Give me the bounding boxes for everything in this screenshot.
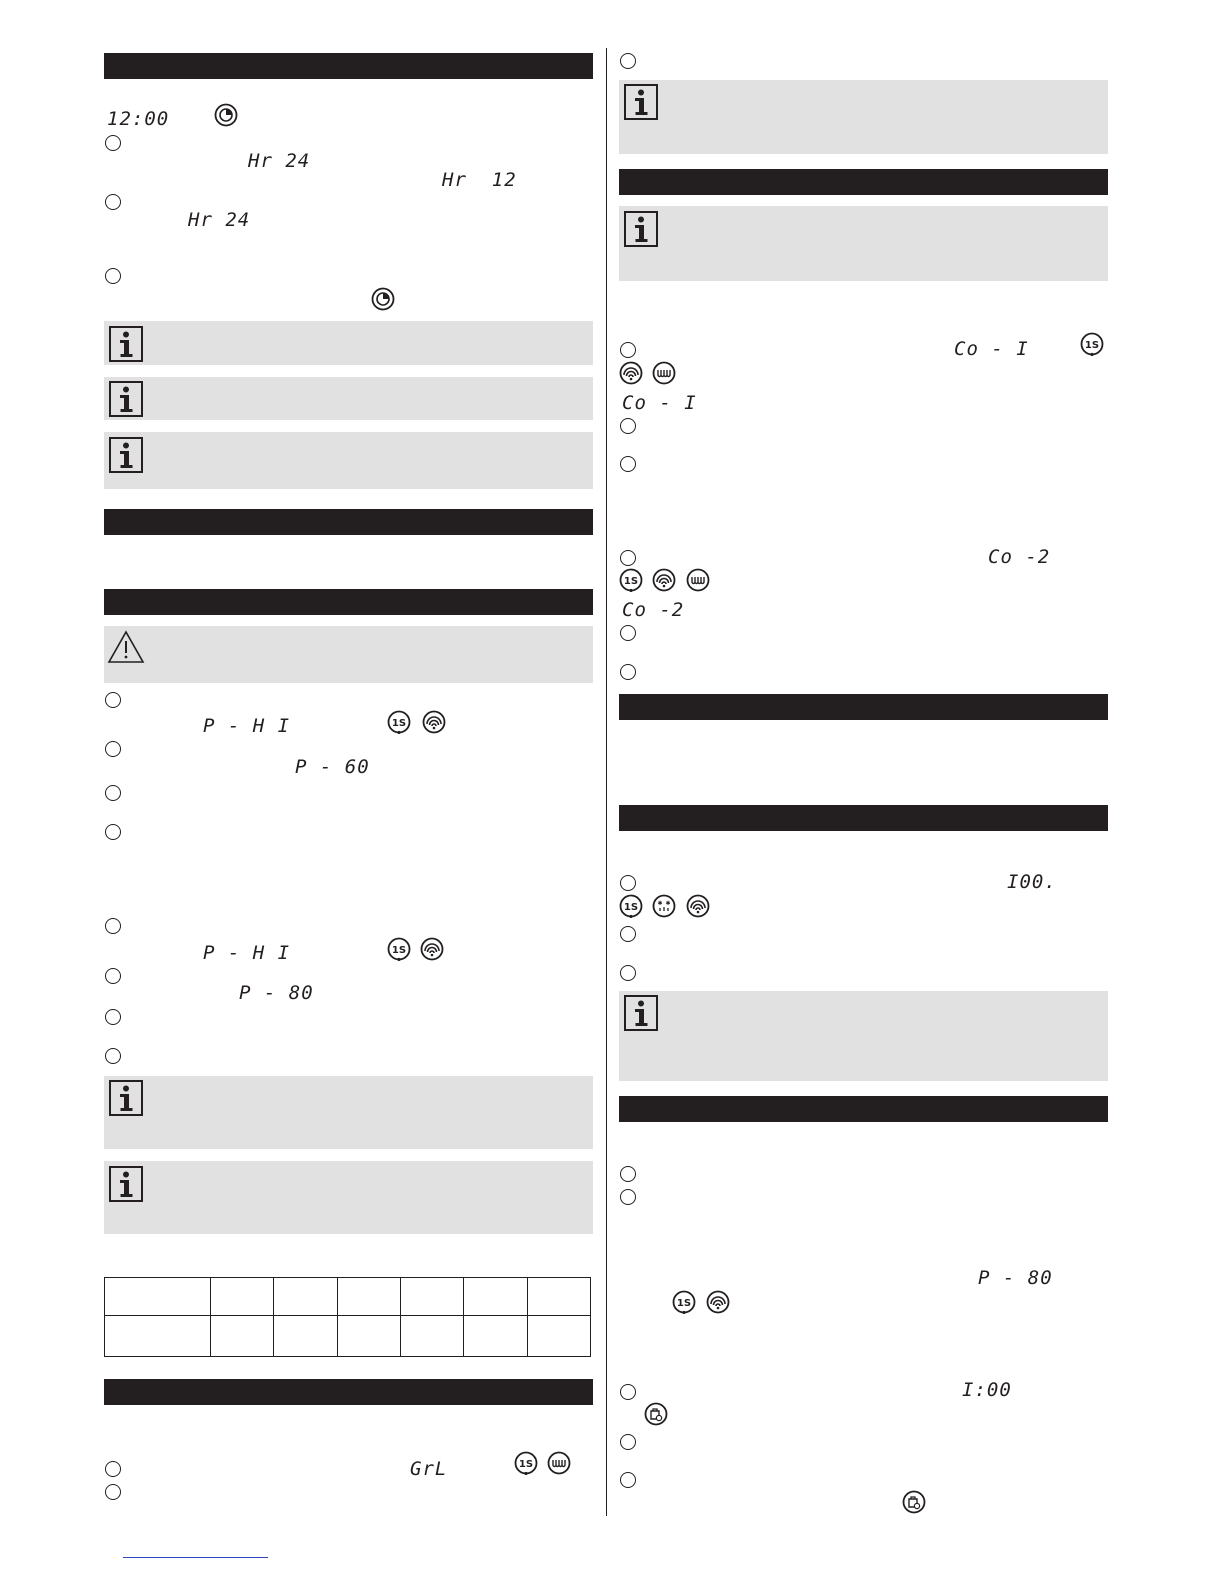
table-cell: [337, 1316, 400, 1357]
lcd-combi-2: Co -2: [988, 546, 1051, 568]
info-icon: [109, 326, 143, 362]
section-header-bar: [619, 1096, 1108, 1122]
table-cell: [400, 1278, 463, 1316]
lcd-time-display: 12:00: [107, 108, 170, 130]
power-level-table: [104, 1277, 591, 1357]
table-cell: [105, 1278, 211, 1316]
start-1s-icon[interactable]: [619, 894, 643, 918]
step-marker: [620, 1189, 636, 1205]
info-note: [619, 206, 1108, 281]
lcd-power-high: P - H I: [203, 942, 291, 964]
step-marker: [620, 418, 636, 434]
lcd-power-60: P - 60: [295, 756, 370, 778]
table-cell: [464, 1278, 527, 1316]
section-header-bar: [619, 805, 1108, 831]
section-header-bar: [619, 169, 1108, 195]
step-marker: [105, 785, 121, 801]
step-marker: [105, 268, 121, 284]
section-header-bar: [104, 509, 593, 535]
step-marker: [620, 1472, 636, 1488]
step-marker: [620, 1166, 636, 1182]
info-icon: [109, 381, 143, 417]
step-marker: [620, 965, 636, 981]
info-icon: [624, 84, 658, 120]
info-icon: [624, 211, 658, 247]
timer-cup-icon[interactable]: [644, 1402, 668, 1426]
table-cell: [400, 1316, 463, 1357]
start-1s-icon[interactable]: [514, 1451, 538, 1475]
step-marker: [105, 692, 121, 708]
start-1s-icon[interactable]: [387, 710, 411, 734]
microwave-icon[interactable]: [652, 568, 676, 592]
microwave-icon[interactable]: [420, 937, 444, 961]
lcd-combi-1: Co - I: [622, 392, 697, 414]
lcd-hour-format-24: Hr 24: [248, 150, 311, 172]
step-marker: [620, 625, 636, 641]
info-icon: [109, 437, 143, 473]
lcd-hour-format-12: Hr 12: [442, 169, 517, 191]
step-marker: [620, 456, 636, 472]
info-icon: [109, 1080, 143, 1116]
step-marker: [105, 918, 121, 934]
microwave-icon[interactable]: [422, 710, 446, 734]
grill-icon[interactable]: [686, 568, 710, 592]
info-icon: [624, 995, 658, 1031]
step-marker: [620, 926, 636, 942]
table-cell: [274, 1278, 337, 1316]
clock-icon: [371, 287, 395, 311]
clock-icon: [214, 103, 238, 127]
info-note: [104, 1161, 593, 1234]
microwave-icon[interactable]: [706, 1290, 730, 1314]
section-header-bar: [104, 589, 593, 615]
column-divider: [606, 48, 607, 1516]
step-marker: [620, 1384, 636, 1400]
info-note: [104, 1076, 593, 1149]
step-marker: [105, 1009, 121, 1025]
microwave-icon[interactable]: [686, 894, 710, 918]
step-marker: [105, 194, 121, 210]
start-1s-icon[interactable]: [387, 937, 411, 961]
lcd-power-high: P - H I: [203, 715, 291, 737]
step-marker: [105, 135, 121, 151]
step-marker: [105, 968, 121, 984]
info-note: [619, 80, 1108, 154]
section-header-bar: [619, 694, 1108, 720]
table-cell: [274, 1316, 337, 1357]
table-cell: [527, 1316, 590, 1357]
start-1s-icon[interactable]: [1080, 332, 1104, 356]
defrost-icon[interactable]: [652, 894, 676, 918]
step-marker: [105, 824, 121, 840]
section-header-bar: [104, 53, 593, 79]
step-marker: [105, 1461, 121, 1477]
lcd-combi-1: Co - I: [954, 338, 1029, 360]
footer-link-underline: [123, 1557, 268, 1558]
table-cell: [105, 1316, 211, 1357]
lcd-delay-time: I:00: [962, 1379, 1012, 1401]
table-cell: [527, 1278, 590, 1316]
step-marker: [620, 53, 636, 69]
grill-icon[interactable]: [547, 1451, 571, 1475]
warning-note: [104, 626, 593, 683]
warning-icon: [107, 630, 145, 664]
step-marker: [620, 875, 636, 891]
table-cell: [337, 1278, 400, 1316]
microwave-icon[interactable]: [619, 361, 643, 385]
step-marker: [105, 1048, 121, 1064]
info-note: [104, 432, 593, 489]
info-note: [619, 991, 1108, 1081]
step-marker: [620, 664, 636, 680]
lcd-grill: GrL: [410, 1458, 448, 1480]
step-marker: [620, 342, 636, 358]
lcd-combi-2: Co -2: [622, 599, 685, 621]
section-header-bar: [104, 1379, 593, 1405]
start-1s-icon[interactable]: [672, 1290, 696, 1314]
step-marker: [105, 741, 121, 757]
table-cell: [211, 1278, 274, 1316]
table-cell: [211, 1316, 274, 1357]
timer-cup-icon[interactable]: [902, 1490, 926, 1514]
table-cell: [464, 1316, 527, 1357]
info-note: [104, 377, 593, 420]
lcd-power-80: P - 80: [978, 1267, 1053, 1289]
lcd-hour-format-24: Hr 24: [188, 209, 251, 231]
step-marker: [620, 1434, 636, 1450]
info-note: [104, 321, 593, 365]
step-marker: [620, 550, 636, 566]
lcd-power-80: P - 80: [239, 982, 314, 1004]
info-icon: [109, 1166, 143, 1202]
start-1s-icon[interactable]: [619, 568, 643, 592]
lcd-auto-weight: I00.: [1007, 871, 1057, 893]
step-marker: [105, 1484, 121, 1500]
grill-icon[interactable]: [652, 361, 676, 385]
